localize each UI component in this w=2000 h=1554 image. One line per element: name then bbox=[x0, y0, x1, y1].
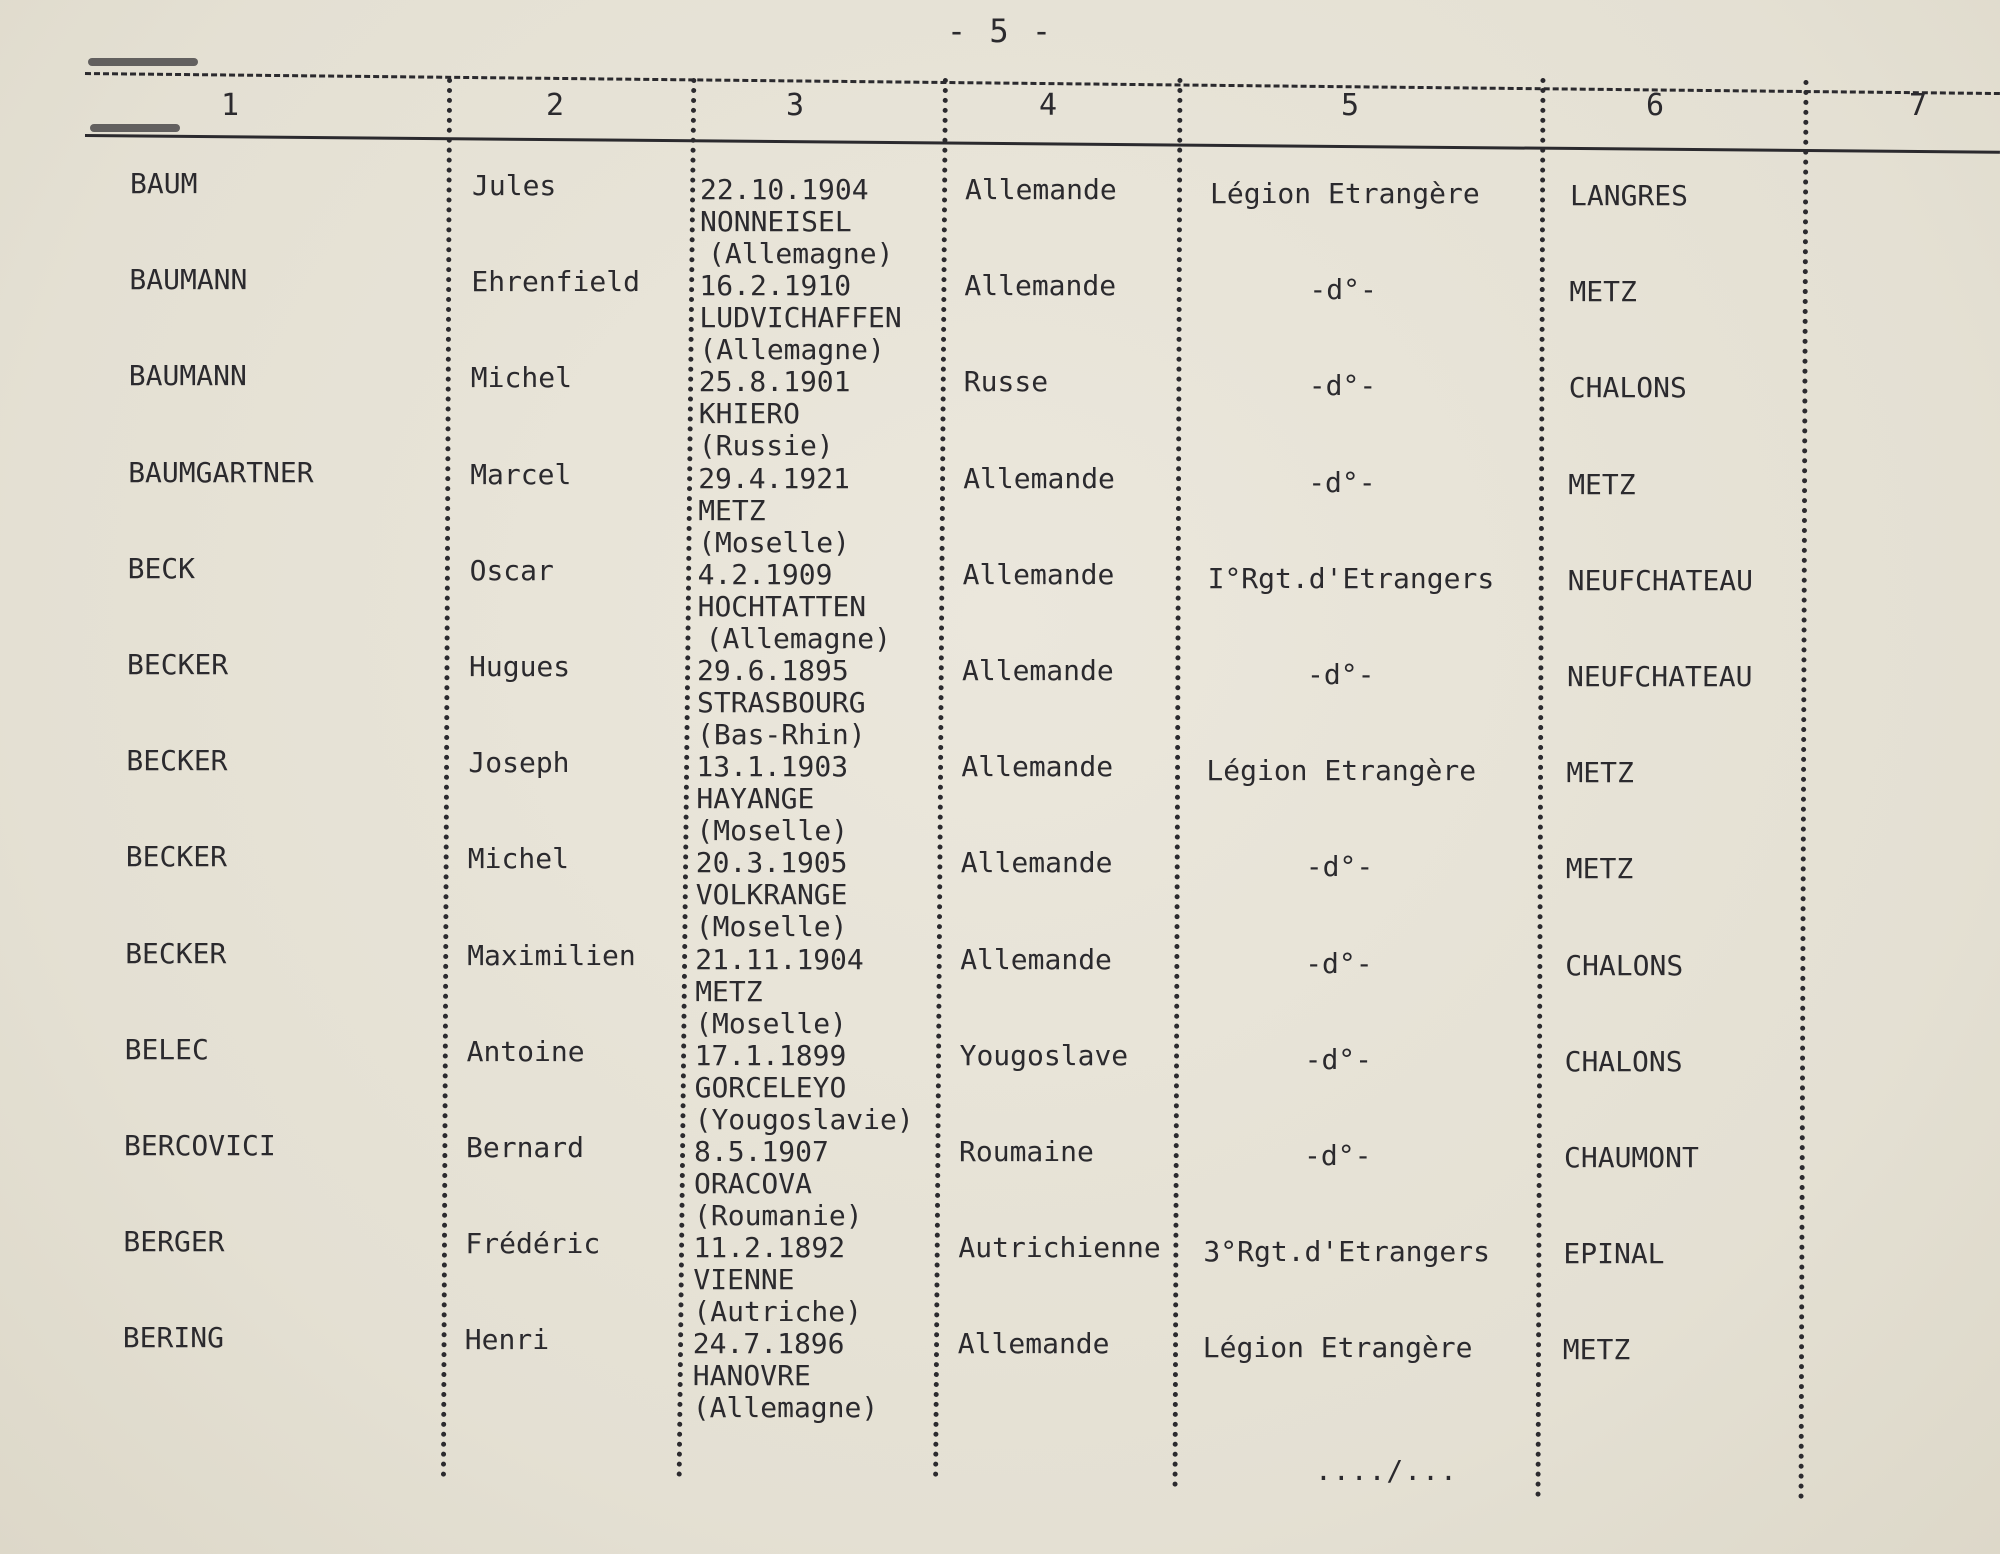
unit-cell: -d°- bbox=[1308, 369, 1377, 403]
birth-place: LUDVICHAFFEN bbox=[699, 301, 902, 335]
nationality-cell: Allemande bbox=[960, 942, 1112, 976]
unit-cell: -d°- bbox=[1305, 850, 1374, 884]
column-header-5: 5 bbox=[1340, 88, 1360, 123]
nationality-cell: Allemande bbox=[960, 846, 1113, 880]
place-cell: METZ bbox=[1568, 467, 1636, 501]
firstname-cell: Bernard bbox=[466, 1131, 585, 1164]
place-cell: METZ bbox=[1565, 852, 1634, 886]
place-cell: CHALONS bbox=[1564, 1044, 1683, 1078]
unit-cell: -d°- bbox=[1304, 1042, 1373, 1076]
surname-cell: BAUMGARTNER bbox=[128, 455, 314, 489]
birth-cell bbox=[696, 751, 848, 847]
surname-cell: BAUM bbox=[130, 167, 198, 200]
birth-cell bbox=[696, 847, 848, 943]
firstname-cell: Ehrenfield bbox=[471, 265, 640, 299]
place-cell: CHAUMONT bbox=[1564, 1141, 1699, 1174]
place-cell: METZ bbox=[1569, 275, 1637, 309]
column-header-1: 1 bbox=[220, 88, 240, 123]
birth-date: 13.1.1903 bbox=[696, 750, 849, 784]
surname-cell: BECKER bbox=[125, 936, 227, 970]
birth-place: HANOVRE bbox=[692, 1359, 811, 1393]
nationality-cell: Autrichienne bbox=[958, 1231, 1161, 1265]
birth-cell bbox=[693, 1328, 878, 1424]
firstname-cell: Joseph bbox=[468, 746, 570, 780]
birth-date: 16.2.1910 bbox=[699, 269, 852, 303]
firstname-cell: Jules bbox=[472, 169, 557, 202]
nationality-cell: Allemande bbox=[964, 269, 1117, 303]
birth-region: (Moselle) bbox=[695, 1006, 847, 1040]
unit-cell: 3°Rgt.d'Etrangers bbox=[1203, 1235, 1490, 1269]
surname-cell: BERING bbox=[122, 1321, 224, 1355]
unit-cell: -d°- bbox=[1304, 1139, 1372, 1172]
place-cell: NEUFCHATEAU bbox=[1567, 563, 1754, 597]
nationality-cell: Roumaine bbox=[959, 1135, 1094, 1168]
continuation-mark: ..../... bbox=[1315, 1454, 1458, 1487]
surname-cell: BELEC bbox=[124, 1032, 209, 1066]
birth-place: METZ bbox=[695, 974, 763, 1008]
firstname-cell: Michel bbox=[467, 842, 569, 876]
birth-region: (Moselle) bbox=[698, 525, 850, 559]
birth-cell bbox=[698, 463, 850, 559]
column-separator bbox=[1536, 78, 1546, 1498]
birth-date: 21.11.1904 bbox=[695, 942, 864, 976]
column-header-6: 6 bbox=[1645, 88, 1665, 123]
surname-cell: BAUMANN bbox=[128, 359, 247, 393]
firstname-cell: Maximilien bbox=[467, 938, 636, 972]
birth-date: 17.1.1899 bbox=[694, 1038, 847, 1072]
firstname-cell: Antoine bbox=[466, 1034, 585, 1068]
birth-region: (Moselle) bbox=[696, 814, 849, 848]
unit-cell: Légion Etrangère bbox=[1206, 754, 1477, 788]
birth-date: 29.6.1895 bbox=[697, 654, 849, 687]
birth-cell bbox=[700, 174, 893, 270]
column-header-2: 2 bbox=[545, 88, 565, 123]
birth-cell bbox=[697, 655, 866, 751]
surname-cell: BECKER bbox=[125, 840, 227, 874]
birth-region: (Russie) bbox=[698, 429, 834, 463]
unit-cell: I°Rgt.d'Etrangers bbox=[1207, 561, 1495, 595]
firstname-cell: Oscar bbox=[469, 553, 554, 587]
birth-place: KHIERO bbox=[698, 397, 800, 431]
birth-cell bbox=[693, 1232, 862, 1328]
nationality-cell: Yougoslave bbox=[959, 1038, 1129, 1072]
place-cell: EPINAL bbox=[1563, 1237, 1665, 1271]
birth-cell bbox=[695, 944, 864, 1040]
birth-cell bbox=[699, 270, 901, 366]
birth-date: 4.2.1909 bbox=[697, 557, 833, 591]
surname-cell: BAUMANN bbox=[129, 263, 248, 297]
unit-cell: -d°- bbox=[1308, 465, 1376, 499]
surname-cell: BERGER bbox=[123, 1225, 225, 1259]
birth-region: (Allemagne) bbox=[708, 237, 894, 270]
birth-date: 25.8.1901 bbox=[698, 365, 851, 399]
surname-cell: BECKER bbox=[127, 648, 229, 681]
birth-date: 22.10.1904 bbox=[700, 173, 869, 206]
birth-date: 8.5.1907 bbox=[694, 1135, 829, 1168]
birth-place: VIENNE bbox=[693, 1263, 795, 1297]
unit-cell: -d°- bbox=[1305, 946, 1373, 980]
surname-cell: BECK bbox=[127, 551, 196, 585]
birth-cell bbox=[699, 366, 851, 462]
birth-date: 24.7.1896 bbox=[692, 1327, 845, 1361]
place-cell: CHALONS bbox=[1565, 948, 1684, 982]
birth-place: NONNEISEL bbox=[700, 205, 852, 238]
birth-cell bbox=[694, 1136, 863, 1232]
birth-date: 11.2.1892 bbox=[693, 1231, 846, 1265]
column-header-7: 7 bbox=[1908, 88, 1928, 123]
column-separator bbox=[441, 78, 452, 1478]
surname-cell: BECKER bbox=[126, 744, 228, 778]
place-cell: METZ bbox=[1562, 1333, 1631, 1367]
place-cell: METZ bbox=[1566, 756, 1634, 790]
birth-region: (Allemagne) bbox=[699, 333, 885, 367]
ink-smudge bbox=[90, 124, 180, 132]
birth-cell bbox=[695, 1040, 914, 1136]
firstname-cell: Frédéric bbox=[465, 1227, 601, 1261]
column-header-4: 4 bbox=[1038, 88, 1058, 123]
nationality-cell: Allemande bbox=[962, 654, 1114, 687]
birth-region: (Yougoslavie) bbox=[694, 1102, 914, 1136]
surname-cell: BERCOVICI bbox=[124, 1129, 276, 1162]
column-separator bbox=[1173, 78, 1183, 1488]
nationality-cell: Allemande bbox=[957, 1327, 1110, 1361]
birth-place: VOLKRANGE bbox=[695, 878, 848, 912]
birth-cell bbox=[698, 559, 891, 655]
birth-date: 20.3.1905 bbox=[695, 846, 848, 880]
column-separator bbox=[933, 78, 948, 1478]
birth-region: (Allemagne) bbox=[705, 621, 892, 655]
page-number: - 5 - bbox=[946, 12, 1054, 50]
unit-cell: Légion Etrangère bbox=[1210, 177, 1480, 210]
ink-smudge bbox=[88, 58, 198, 66]
birth-date: 29.4.1921 bbox=[698, 461, 850, 495]
firstname-cell: Henri bbox=[464, 1323, 550, 1357]
birth-place: HAYANGE bbox=[696, 782, 815, 816]
place-cell: NEUFCHATEAU bbox=[1567, 660, 1753, 693]
birth-region: (Bas-Rhin) bbox=[697, 718, 866, 751]
place-cell: CHALONS bbox=[1568, 371, 1687, 405]
birth-place: GORCELEYO bbox=[694, 1070, 847, 1104]
nationality-cell: Allemande bbox=[965, 173, 1117, 206]
nationality-cell: Allemande bbox=[963, 461, 1115, 495]
birth-region: (Moselle) bbox=[695, 910, 848, 944]
birth-place: HOCHTATTEN bbox=[697, 589, 867, 623]
nationality-cell: Russe bbox=[963, 365, 1049, 399]
birth-region: (Autriche) bbox=[693, 1295, 862, 1329]
unit-cell: -d°- bbox=[1307, 658, 1375, 691]
birth-region: (Allemagne) bbox=[692, 1391, 879, 1425]
column-header-3: 3 bbox=[785, 88, 805, 123]
firstname-cell: Hugues bbox=[469, 650, 571, 683]
birth-place: STRASBOURG bbox=[697, 686, 866, 719]
column-separator bbox=[1799, 80, 1809, 1500]
birth-place: METZ bbox=[698, 493, 766, 527]
firstname-cell: Marcel bbox=[470, 457, 572, 491]
nationality-cell: Allemande bbox=[961, 750, 1114, 784]
firstname-cell: Michel bbox=[470, 361, 572, 395]
birth-region: (Roumanie) bbox=[694, 1199, 863, 1232]
birth-place: ORACOVA bbox=[694, 1167, 813, 1200]
header-bottom-rule bbox=[85, 134, 2000, 154]
place-cell: LANGRES bbox=[1570, 179, 1689, 212]
unit-cell: Légion Etrangère bbox=[1202, 1331, 1473, 1365]
unit-cell: -d°- bbox=[1309, 273, 1377, 307]
nationality-cell: Allemande bbox=[962, 557, 1115, 591]
